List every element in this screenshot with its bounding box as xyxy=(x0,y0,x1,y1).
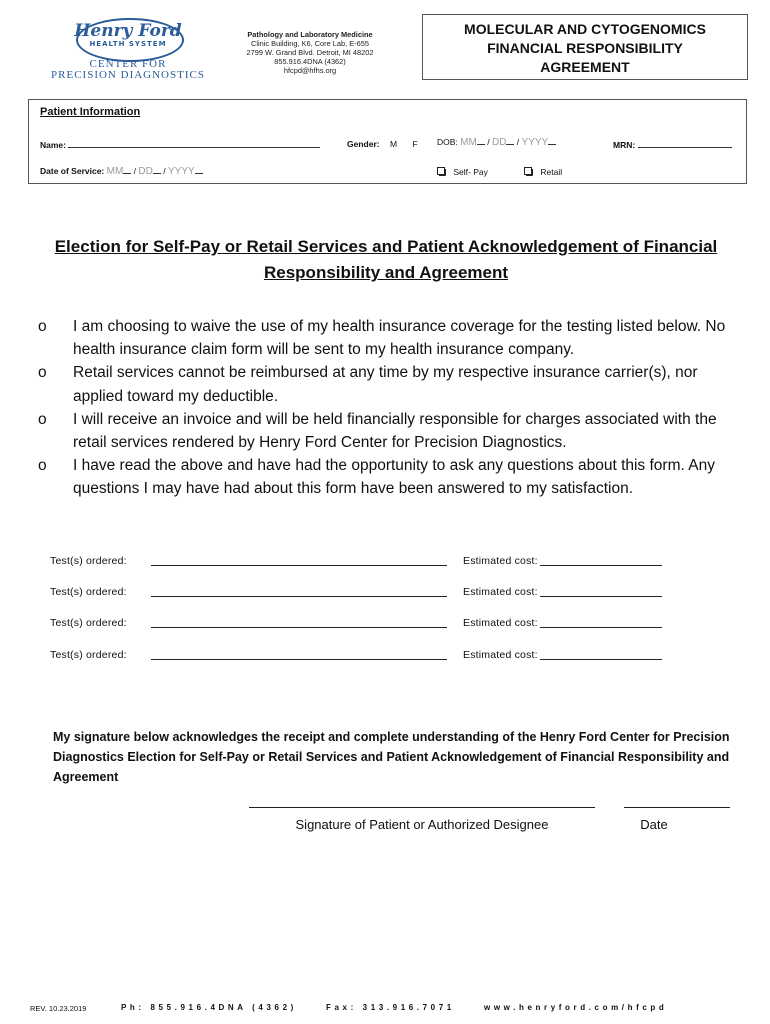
dob-slash-1: / xyxy=(487,137,490,147)
form-title-line3: AGREEMENT xyxy=(540,59,630,75)
dob-dd-blank[interactable] xyxy=(506,136,514,145)
tests-ordered-blank[interactable] xyxy=(151,565,447,566)
tests-ordered-label: Test(s) ordered: xyxy=(50,555,127,567)
tests-ordered-blank[interactable] xyxy=(151,596,447,597)
bullet-marker: o xyxy=(38,410,47,428)
form-title-line1: MOLECULAR AND CYTOGENOMICS xyxy=(464,21,706,37)
logo-center-for: CENTER FOR xyxy=(89,58,167,70)
self-pay-label: Self- Pay xyxy=(453,167,488,177)
retail-label: Retail xyxy=(540,167,563,177)
date-line[interactable] xyxy=(624,807,730,808)
estimated-cost-label: Estimated cost: xyxy=(463,586,538,598)
list-item xyxy=(38,408,738,454)
heading-line1: Election for Self-Pay or Retail Services and Patient Acknowledgement of Financial xyxy=(54,237,718,256)
dob-yyyy: YYYY xyxy=(521,137,549,148)
tests-ordered-label: Test(s) ordered: xyxy=(50,617,127,629)
form-title-line2: FINANCIAL RESPONSIBILITY xyxy=(487,40,683,56)
dos-label: Date of Service: xyxy=(40,166,105,176)
patient-information-title: Patient Information xyxy=(40,106,141,118)
test-row-2 xyxy=(50,586,710,600)
test-row-4 xyxy=(50,649,710,663)
retail-option[interactable] xyxy=(524,167,562,177)
gender-field xyxy=(347,139,418,149)
dos-mm-blank[interactable] xyxy=(123,165,131,174)
revision-date: REV. 10.23.2019 xyxy=(30,1004,87,1013)
date-of-service-field[interactable] xyxy=(40,165,203,177)
lab-title: Pathology and Laboratory Medicine xyxy=(247,30,373,39)
gender-option-f[interactable]: F xyxy=(412,139,418,149)
date-label: Date xyxy=(640,817,668,832)
logo-precision-diagnostics: PRECISION DIAGNOSTICS xyxy=(51,69,205,81)
test-row-3 xyxy=(50,617,710,631)
dob-dd: DD xyxy=(491,137,507,148)
signature-statement: My signature below acknowledges the receipt and complete understanding of the Henry Ford Center for Precision Diagnostics Election for Self-Pay or Retail Services and Patient Acknowledgement of Financial Responsibility and Agreement xyxy=(53,730,730,784)
estimated-cost-label: Estimated cost: xyxy=(463,649,538,661)
logo-brand-text: Henry Ford xyxy=(74,21,182,41)
dob-yyyy-blank[interactable] xyxy=(548,136,556,145)
list-item xyxy=(38,454,738,500)
lab-address-line1: Clinic Building, K6, Core Lab, E-655 xyxy=(251,39,369,48)
name-blank[interactable] xyxy=(68,139,320,148)
tests-ordered-blank[interactable] xyxy=(151,627,447,628)
signature-line[interactable] xyxy=(249,807,595,808)
dob-label: DOB: xyxy=(437,137,458,147)
self-pay-checkbox-icon[interactable] xyxy=(437,167,446,176)
tests-ordered-label: Test(s) ordered: xyxy=(50,586,127,598)
bullet-text-3: I will receive an invoice and will be held financially responsible for charges associated with the retail services rendered by Henry Ford Center for Precision Diagnostics. xyxy=(73,410,717,452)
bullet-marker: o xyxy=(38,457,47,475)
footer-phone: Ph: 855.916.4DNA (4362) xyxy=(121,1003,297,1012)
estimated-cost-label: Estimated cost: xyxy=(463,555,538,567)
logo-sub-text: HEALTH SYSTEM xyxy=(89,40,167,48)
signature-label: Signature of Patient or Authorized Designee xyxy=(295,817,549,832)
gender-label: Gender: xyxy=(347,139,380,149)
bullet-text-2: Retail services cannot be reimbursed at any time by my respective insurance carrier(s), nor applied toward my deductible. xyxy=(73,364,698,405)
bullet-text-1: I am choosing to waive the use of my health insurance coverage for the testing listed below. No health insurance claim form will be sent to my health insurance company. xyxy=(73,318,726,359)
bullet-text-4: I have read the above and have had the opportunity to ask any questions about this form. Any questions I may have had about this form have been answered to my satisfaction. xyxy=(73,457,715,498)
lab-phone: 855.916.4DNA (4362) xyxy=(274,57,346,66)
footer-fax: Fax: 313.916.7071 xyxy=(326,1003,455,1012)
mrn-label: MRN: xyxy=(613,140,636,150)
estimated-cost-blank[interactable] xyxy=(540,565,662,566)
tests-ordered-label: Test(s) ordered: xyxy=(50,649,127,661)
estimated-cost-blank[interactable] xyxy=(540,659,662,660)
dob-mm-blank[interactable] xyxy=(477,136,485,145)
estimated-cost-blank[interactable] xyxy=(540,627,662,628)
tests-ordered-blank[interactable] xyxy=(151,659,447,660)
lab-address-block xyxy=(236,30,384,75)
list-item xyxy=(38,315,738,361)
retail-checkbox-icon[interactable] xyxy=(524,167,533,176)
dob-mm: MM xyxy=(460,137,477,148)
henry-ford-logo xyxy=(32,18,224,80)
estimated-cost-blank[interactable] xyxy=(540,596,662,597)
dob-field[interactable] xyxy=(437,136,556,148)
mrn-blank[interactable] xyxy=(638,139,732,148)
estimated-cost-label: Estimated cost: xyxy=(463,617,538,629)
dos-dd: DD xyxy=(138,166,153,177)
name-label: Name: xyxy=(40,140,66,150)
dob-slash-2: / xyxy=(516,137,520,147)
lab-email: hfcpd@hfhs.org xyxy=(283,66,337,75)
lab-address-line2: 2799 W. Grand Blvd. Detroit, MI 48202 xyxy=(246,48,374,57)
election-heading xyxy=(36,234,736,286)
dos-slash-1: / xyxy=(133,166,137,176)
gender-option-m[interactable]: M xyxy=(389,139,398,149)
dos-yyyy-blank[interactable] xyxy=(195,165,203,174)
mrn-field[interactable] xyxy=(613,139,732,150)
dos-mm: MM xyxy=(106,166,124,177)
dos-dd-blank[interactable] xyxy=(153,165,161,174)
dos-slash-2: / xyxy=(163,166,166,176)
acknowledgement-list xyxy=(38,315,738,501)
self-pay-option[interactable] xyxy=(437,167,488,177)
list-item xyxy=(38,361,738,407)
test-row-1 xyxy=(50,555,710,569)
dos-yyyy: YYYY xyxy=(168,166,195,177)
name-field[interactable] xyxy=(40,139,320,150)
bullet-marker: o xyxy=(38,318,47,335)
form-title-box xyxy=(422,14,748,80)
footer-website: www.henryford.com/hfcpd xyxy=(484,1003,668,1012)
heading-line2: Responsibility and Agreement xyxy=(263,263,509,282)
bullet-marker: o xyxy=(38,364,47,382)
